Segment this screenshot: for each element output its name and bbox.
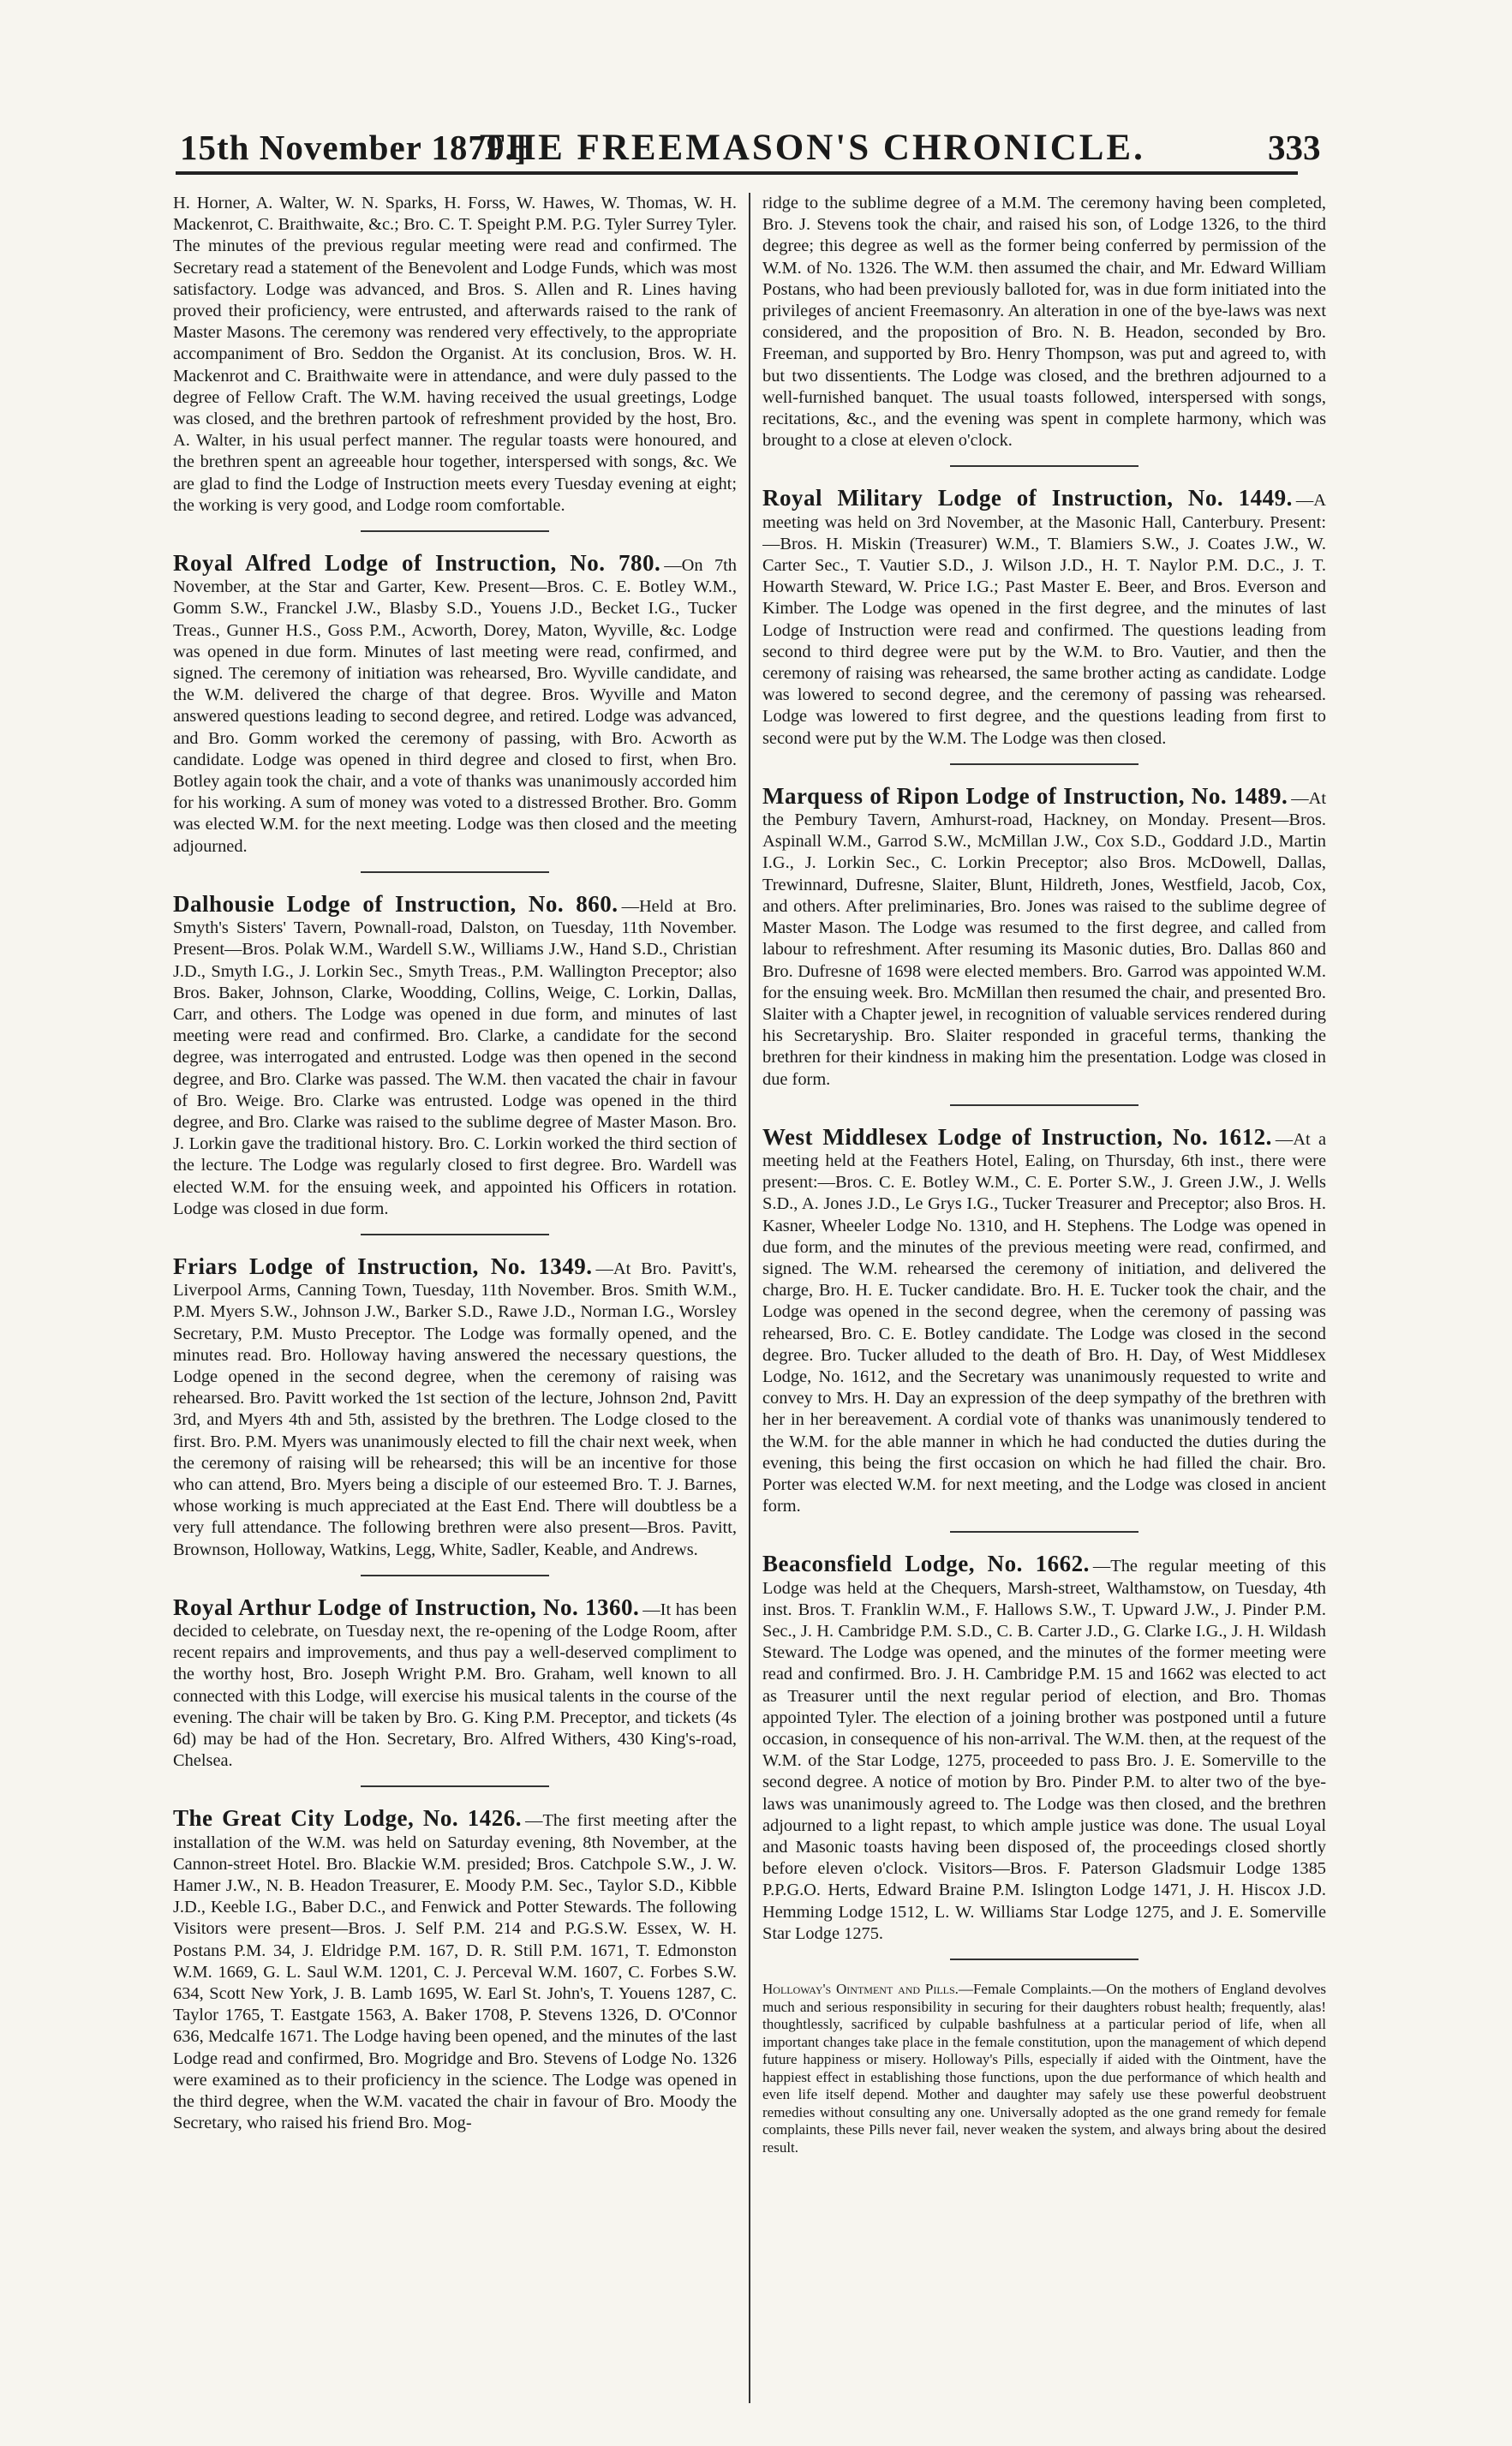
article-body: —The first meeting after the installation of the W.M. was held on Saturday evening, 8th November, at the Cannon-street Hotel. Bro. Blackie W.M. presided; Bros. Catchpole S.W., J. W. Hamer J.W., N. B. Headon Treasurer, E. Moody P.M. Sec., Taylor S.D., Kibble J.D., Keeble I.G., Baber D.C., and Fenwick and Potter Stewards. The following Visitors were present—Bros. J. Self P.M. 214 and P.G.S.W. Essex, W. H. Postans P.M. 34, J. Eldridge P.M. 167, D. R. Still P.M. 1671, T. Edmonston W.M. 1669, G. L. Saul W.M. 1201, C. J. Perceval W.M. 1607, C. Forbes S.W. 634, Scott New York, J. B. Lamb 1695, W. Earl St. John's, T. Youens 1287, C. Taylor 1765, T. Eastgate 1563, A. Baker 1708, P. Stevens 1326, D. O'Connor 636, Medcalfe 1671. The Lodge having been opened, and the minutes of the last Lodge read and confirmed, Bro. Mogridge and Bro. Stevens of Lodge No. 1326 were examined as to their proficiency in the science. The Lodge was opened in the third degree, when the W.M. vacated the chair in favour of Bro. Moody the Secretary, who raised his friend Bro. Mog- [173,1811,737,2133]
article-marquess-of-ripon [762,782,1326,1091]
advertisement-notice [762,1981,1326,2156]
continued-report: H. Horner, A. Walter, W. N. Sparks, H. Forss, W. Hawes, W. Thomas, W. H. Mackenrot, C. Braithwaite, &c.; Bro. C. T. Speight P.M. P.G. Tyler Surrey Tyler. The minutes of the previous regular meeting were read and confirmed. The Secretary read a statement of the Benevolent and Lodge Funds, which was most satisfactory. Lodge was advanced, and Bros. S. Allen and R. Lines having proved their proficiency, were entrusted, and afterwards raised to the rank of Master Masons. The ceremony was rendered very effectively, to the appropriate accompaniment of Bro. Seddon the Organist. At its conclusion, Bros. W. H. Mackenrot and C. Braithwaite were in attendance, and were duly passed to the degree of Fellow Craft. The W.M. having received the usual greetings, Lodge was closed, and the brethren partook of refreshment provided by the host, Bro. A. Walter, in his usual perfect manner. The regular toasts were honoured, and the brethren spent an agreeable hour together, interspersed with songs, &c. We are glad to find the Lodge of Instruction meets every Tuesday evening at eight; the working is very good, and Lodge room comfortable. [173,194,737,515]
article-friars [173,1253,737,1561]
notice-lead: Holloway's Ointment and Pills. [762,1981,959,1998]
section-rule [361,1234,549,1235]
article-body: —The regular meeting of this Lodge was held at the Chequers, Marsh-street, Walthamstow, on Tuesday, 4th inst. Bros. T. Franklin W.M., F. Hallows S.W., T. Upward J.W., J. Pinder P.M. Sec., J. H. Cambridge P.M. S.D., C. B. Carter J.D., G. Clarke I.G., J. H. Wildash Steward. The Lodge was opened, and the minutes of the former meeting were read and confirmed. Bro. J. H. Cambridge P.M. 15 and 1662 was elected to act as Treasurer until the next regular period of election, and Bro. Thomas appointed Tyler. The election of a joining brother was postponed until a future occasion, in consequence of his non-arrival. The W.M. then, at the request of the W.M. of the Star Lodge, 1275, proceeded to pass Bro. J. E. Somerville to the second degree. A notice of motion by Bro. Pinder P.M. to alter two of the bye-laws was unanimously agreed to. The Lodge was then closed, and the brethren adjourned to a light repast, to which ample justice was done. The usual Loyal and Masonic toasts having been disposed of, the proceedings closed shortly before eleven o'clock. Visitors—Bros. F. Paterson Gladsmuir Lodge 1385 P.P.G.O. Herts, Edward Braine P.M. Islington Lodge 1471, J. H. Hiscox J.D. Hemming Lodge 1512, L. W. Williams Star Lodge 1275, and J. E. Somerville Star Lodge 1275. [762,1557,1326,1943]
notice-body: —Female Complaints.—On the mothers of England devolves much and serious responsibility in securing for their daughters robust health; frequently, alas! thoughtlessly, sacrificed by culpable bashfulness at a particular period of life, when all important changes take place in the female constitution, upon the management of which depend future happiness or misery. Holloway's Pills, especially if aided with the Ointment, have the happiest effect in establishing those functions, upon the due performance of which health and even life itself depend. Mother and daughter may safely use these powerful deobstruent remedies without consulting any one. Universally adopted as the one grand remedy for female complaints, these Pills never fail, never weaken the system, and always bring about the desired result. [762,1981,1326,2156]
section-rule [950,465,1138,467]
article-dalhousie [173,890,737,1220]
article-body: —At the Pembury Tavern, Amhurst-road, Hackney, on Monday. Present—Bros. Aspinall W.M., Garrod S.W., McMillan J.W., Cox S.D., Goddard J.D., Martin I.G., J. Lorkin Sec., C. Lorkin Preceptor; also Bros. McDowell, Dallas, Trewinnard, Dufresne, Slaiter, Blunt, Hildreth, Jones, Westfield, Jacob, Cox, and others. After preliminaries, Bro. Jones was raised to the sublime degree of Master Mason. The Lodge was resumed to the first degree, and called from labour to refreshment. After resuming its Masonic duties, Bro. Dallas 860 and Bro. Dufresne of 1698 were elected members. Bro. Garrod was appointed W.M. for the ensuing week. Bro. McMillan then resumed the chair, and presented Bro. Slaiter with a Chapter jewel, in recognition of valuable services rendered during his Secretaryship. Bro. Slaiter responded in graceful terms, thanking the brethren for their kindness in making him the presentation. Lodge was closed in due form. [762,788,1326,1089]
publication-title: THE FREEMASON'S CHRONICLE. [480,128,1145,168]
section-rule [950,1104,1138,1106]
article-royal-military [762,487,1326,749]
article-heading: Royal Arthur Lodge of Instruction, No. 1360. [173,1594,640,1620]
article-body: —On 7th November, at the Star and Garter, Kew. Present—Bros. C. E. Botley W.M., Gomm S.W., Franckel J.W., Blasby S.D., Youens J.D., Becket I.G., Tucker Treas., Gunner H.S., Goss P.M., Acworth, Dorey, Maton, Wyville, &c. Lodge was opened in due form. Minutes of last meeting were read, confirmed, and signed. The ceremony of initiation was rehearsed, Bro. Wyville candidate, and the W.M. delivered the charge of that degree. Bros. Wyville and Maton answered questions leading to second degree, and retired. Lodge was advanced, and Bro. Gomm worked the ceremony of passing, with Bro. Acworth as candidate. Lodge was opened in third degree and closed to first, when Bro. Botley again took the chair, and a vote of thanks was unanimously accorded him for his working. A sum of money was voted to a distressed Brother. Bro. Gomm was elected W.M. for the next meeting. Lodge was then closed and the meeting adjourned. [173,556,737,856]
article-body: —At Bro. Pavitt's, Liverpool Arms, Canning Town, Tuesday, 11th November. Bros. Smith W.M., P.M. Myers S.W., Johnson J.W., Barker S.D., Rawe J.D., Norman I.G., Worsley Secretary, P.M. Musto Preceptor. The Lodge was formally opened, and the minutes read. Bro. Holloway having answered the necessary questions, the Lodge opened in the second degree, when the ceremony of raising was rehearsed. Bro. Pavitt worked the 1st section of the lecture, Johnson 2nd, Pavitt 3rd, and Myers 4th and 5th, assisted by the brethren. The Lodge closed to the first. Bro. P.M. Myers was unanimously elected to fill the chair next week, when the ceremony of raising will be rehearsed; this will be an incentive for those who can attend, Bro. Myers being a disciple of our esteemed Bro. T. J. Barnes, whose working is much appreciated at the East End. There will doubtless be a very full attendance. The following brethren were also present—Bros. Pavitt, Brownson, Holloway, Watkins, Legg, White, Sadler, Keable, and Andrews. [173,1259,737,1559]
section-rule [361,871,549,873]
article-beaconsfield [762,1553,1326,1945]
article-body: —At a meeting held at the Feathers Hotel, Ealing, on Thursday, 6th inst., there were present:—Bros. C. E. Botley W.M., C. E. Porter S.W., J. Green J.W., J. Wells S.D., A. Jones J.D., Le Grys I.G., Tucker Treasurer and Preceptor; also Bros. H. Kasner, Wheeler Lodge No. 1310, and H. Stephens. The Lodge was opened in due form, and the minutes of the previous meeting were read, confirmed, and signed. The W.M. rehearsed the ceremony of initiation, and delivered the charge, Bro. H. E. Tucker candidate. Bro. H. E. Tucker took the chair, and the Lodge was opened in the second degree, when the ceremony of passing was rehearsed, Bro. C. E. Botley candidate. The Lodge was closed in the second degree. Bro. Tucker alluded to the death of Bro. H. Day, of West Middlesex Lodge, No. 1612, and the Secretary was unanimously requested to write and convey to Mrs. H. Day an expression of the deep sympathy of the brethren with her in her bereavement. A cordial vote of thanks was unanimously tendered to the W.M. for the able manner in which he had conducted the duties during the evening, this being the first occasion on which he had filled the chair. Bro. Porter was elected W.M. for next meeting, and the Lodge was closed in ancient form. [762,1129,1326,1516]
masthead [0,0,1512,176]
article-heading: Dalhousie Lodge of Instruction, No. 860. [173,890,619,917]
article-heading: Royal Alfred Lodge of Instruction, No. 780. [173,550,661,577]
right-column [762,193,1326,2420]
article-west-middlesex [762,1123,1326,1518]
section-rule [361,1785,549,1787]
article-heading: West Middlesex Lodge of Instruction, No. 1612. [762,1123,1272,1150]
article-heading: Marquess of Ripon Lodge of Instruction, No. 1489. [762,782,1288,809]
article-royal-arthur [173,1594,737,1773]
page-number: 333 [1268,128,1321,167]
article-body: —Held at Bro. Smyth's Sisters' Tavern, Pownall-road, Dalston, on Tuesday, 11th November. Present—Bros. Polak W.M., Wardell S.W., Williams J.W., Hand S.D., Christian J.D., Smyth I.G., J. Lorkin Sec., Smyth Treas., P.M. Wallington Preceptor; also Bros. Baker, Johnson, Clarke, Woodding, Collins, Weige, C. Lorkin, Dallas, Carr, and others. The Lodge was opened in due form, and minutes of last meeting were read and confirmed. Bro. Clarke, a candidate for the second degree, was interrogated and entrusted. Lodge was then opened in the second degree, and Bro. Clarke was passed. The W.M. then vacated the chair in favour of Bro. Weige. Bro. Clarke was entrusted. Lodge was opened in the third degree, and Bro. Clarke was raised to the sublime degree of Master Mason. Bro. J. Lorkin gave the traditional history. Bro. C. Lorkin worked the third section of the lecture. The Lodge was regularly closed to first degree. Bro. Wardell was elected W.M. for the ensuing week, and appointed his Officers in rotation. Lodge was closed in due form. [173,896,737,1218]
section-rule [950,1959,1138,1960]
article-body: —It has been decided to celebrate, on Tuesday next, the re-opening of the Lodge Room, after recent repairs and improvements, and thus pay a well-deserved compliment to the worthy host, Bro. Joseph Wright P.M. Bro. Graham, well known to all connected with this Lodge, will exercise his musical talents in the course of the evening. The chair will be taken by Bro. G. King P.M. Preceptor, and tickets (4s 6d) may be had of the Hon. Secretary, Bro. Alfred Withers, 430 King's-road, Chelsea. [173,1600,737,1771]
article-body: —A meeting was held on 3rd November, at the Masonic Hall, Canterbury. Present:—Bros. H. Miskin (Treasurer) W.M., T. Blamiers S.W., J. Coates J.W., W. Carter Sec., T. Vautier S.D., J. Wilson J.D., H. T. Naylor P.M. D.C., J. T. Howarth Steward, W. Price I.G.; Past Master E. Beer, and Bros. Everson and Kimber. The Lodge was opened in the first degree, and the minutes of last Lodge of Instruction were read and confirmed. The questions leading from second to third degree were put by the W.M. to Bro. Vautier, and then the ceremony of raising was rehearsed, the same brother acting as candidate. Lodge was lowered to second degree, and the ceremony of passing was rehearsed. Lodge was lowered to first degree, and the questions leading from first to second were put by the W.M. The Lodge was then closed. [762,491,1326,748]
left-column [173,193,737,2420]
article-royal-alfred [173,550,737,858]
section-rule [361,1575,549,1576]
article-heading: The Great City Lodge, No. 1426. [173,1805,523,1832]
section-rule [950,763,1138,765]
section-rule [361,530,549,532]
article-heading: Friars Lodge of Instruction, No. 1349. [173,1253,593,1279]
column-divider [749,193,750,2403]
issue-date: 15th November 1879.] [180,128,528,167]
article-great-city [173,1805,737,2134]
article-heading: Beaconsfield Lodge, No. 1662. [762,1551,1090,1577]
article-heading: Royal Military Lodge of Instruction, No. 1449. [762,485,1293,511]
continued-report: ridge to the sublime degree of a M.M. The ceremony having been completed, Bro. J. Stevens took the chair, and raised his son, of Lodge 1326, to the third degree; this degree as well as the former being conferred by permission of the W.M. of No. 1326. The W.M. then assumed the chair, and Mr. Edward William Postans, who had been previously balloted for, was in due form initiated into the privileges of ancient Freemasonry. An alteration in one of the bye-laws was next considered, and the proposition of Bro. N. B. Headon, seconded by Bro. Freeman, and supported by Bro. Henry Thompson, was put and agreed to, with but two dissentients. The Lodge was closed, and the brethren adjourned to a well-furnished banquet. The usual toasts followed, interspersed with songs, recitations, &c., and the evening was spent in complete harmony, which was brought to a close at eleven o'clock. [762,194,1326,451]
section-rule [950,1531,1138,1533]
masthead-rule [176,171,1298,175]
